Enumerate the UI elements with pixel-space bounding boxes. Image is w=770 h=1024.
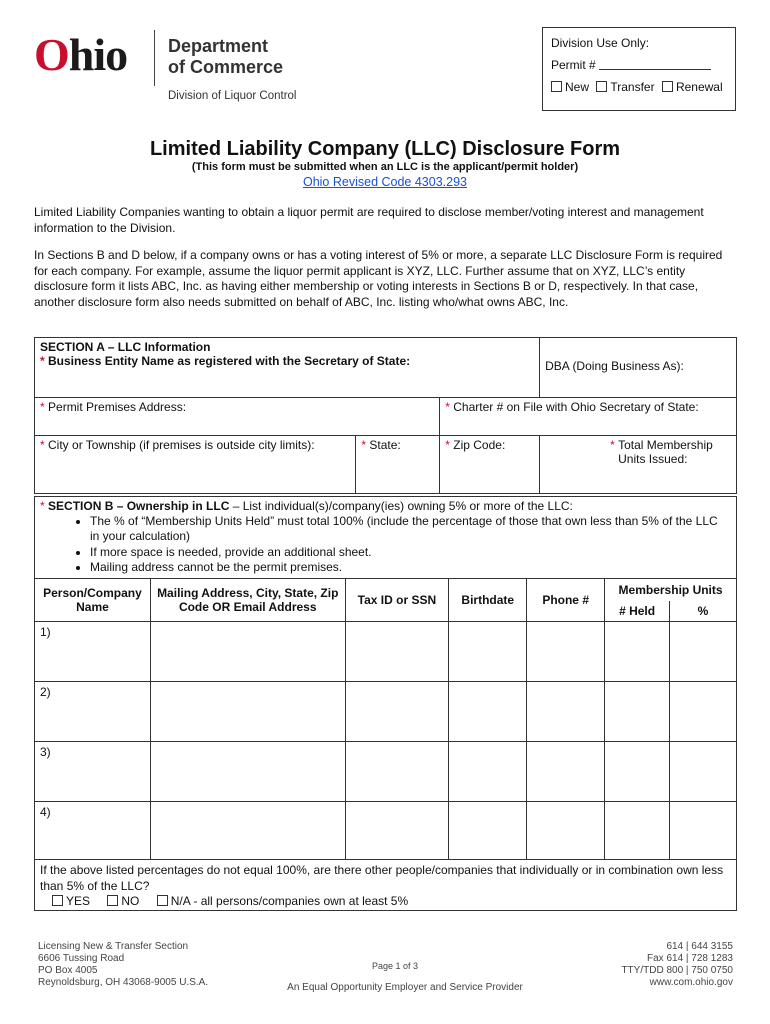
address-cell[interactable] [150,801,345,859]
no-checkbox[interactable] [107,895,118,906]
tax-id-cell[interactable] [345,741,449,801]
birthdate-cell[interactable] [449,681,527,741]
birthdate-cell[interactable] [449,801,527,859]
footer-contact [621,941,733,989]
required-mark: * [610,438,619,452]
tax-id-cell[interactable] [345,681,449,741]
required-mark: * [445,400,454,414]
new-label: New [565,80,590,94]
footer-address-line: 6606 Tussing Road [38,953,125,964]
units-held-cell[interactable] [605,681,670,741]
row-number: 2) [40,684,51,699]
form-subtitle: (This form must be submitted when an LLC is the applicant/permit holder) [191,161,579,173]
city-cell[interactable] [35,436,356,494]
charter-number-cell[interactable] [440,398,737,436]
table-row [35,801,737,859]
page-number: Page 1 of 3 [371,961,419,971]
instruction-item: • Mailing address cannot be the permit premises. [90,560,730,575]
department-name [168,36,283,78]
division-use-box [542,27,736,111]
required-mark: * [361,438,370,452]
footer-address-line: PO Box 4005 [38,965,98,976]
membership-units-cell[interactable] [540,436,737,494]
section-a-table [34,337,737,494]
phone-cell[interactable] [527,621,605,681]
footer-website-link[interactable]: www.com.ohio.gov [649,977,733,988]
permit-type-row [551,76,727,98]
required-mark: * [40,499,49,513]
column-header-birthdate: Birthdate [449,579,527,622]
instruction-item: • If more space is needed, provide an additional sheet. [90,545,730,560]
less-than-five-question-block [40,863,730,910]
footer-address-line: Licensing New & Transfer Section [38,941,189,952]
na-label: N/A - all persons/companies own at least 5% [170,894,409,908]
section-b-instructions [40,514,730,575]
transfer-label: Transfer [610,80,655,94]
units-held-cell[interactable] [605,741,670,801]
required-mark: * [40,354,49,368]
column-header-address: Mailing Address, City, State, Zip Code OR Email Address [150,579,345,622]
ohio-logo-rest: hio [68,29,128,80]
column-header-membership-units: Membership Units [605,579,737,601]
address-cell[interactable] [150,681,345,741]
charter-number-label: Charter # on File with Ohio Secretary of State: [453,400,699,414]
tax-id-cell[interactable] [345,801,449,859]
section-b-heading-rest: – List individual(s)/company(ies) owning 5% or more of the LLC: [229,499,573,513]
footer-phone: 614 | 644 3155 [666,941,733,952]
address-cell[interactable] [150,741,345,801]
section-a-heading: SECTION A – LLC Information [40,340,211,354]
row-number-cell[interactable] [35,801,151,859]
zip-label: Zip Code: [453,438,506,452]
footer-address-line: Reynoldsburg, OH 43068-9005 U.S.A. [38,977,209,988]
instructions-paragraph: In Sections B and D below, if a company owns or has a voting interest of 5% or more, a separate LLC Disclosure Form is required for each company. For example, assume the liquor permit applicant is XYZ, LLC. Further assume that on XYZ, LLC’s entity disclosure form it lists ABC, Inc. as having either membership or voting interests in Sections B or D, respectively. In that case, another disclosure form also needs submitted on behalf of ABC, Inc. listing who/what owns ABC, Inc. [34,248,723,309]
revised-code-link[interactable] [0,175,770,189]
entity-name-label: Business Entity Name as registered with the Secretary of State: [48,354,411,368]
row-number-cell[interactable] [35,741,151,801]
address-cell[interactable] [150,621,345,681]
permit-number-label: Permit # [551,58,596,72]
units-percent-cell[interactable] [670,681,737,741]
renewal-checkbox[interactable] [662,81,673,92]
intro-paragraph: Limited Liability Companies wanting to obtain a liquor permit are required to disclose member/voting interest and management information to the Division. [34,205,704,235]
new-checkbox[interactable] [551,81,562,92]
division-use-title: Division Use Only: [551,36,650,50]
section-b-header [40,499,730,575]
membership-units-label: Total Membership Units Issued: [618,438,713,466]
column-header-units-held: # Held [605,601,670,622]
column-header-units-percent: % [670,601,737,622]
required-mark: * [40,438,49,452]
city-label: City or Township (if premises is outside city limits): [48,438,315,452]
department-line-1: Department [168,36,269,56]
division-name: Division of Liquor Control [168,90,297,102]
footer-tty: TTY/TDD 800 | 750 0750 [621,965,733,976]
dba-cell[interactable] [540,338,737,398]
tax-id-cell[interactable] [345,621,449,681]
less-than-five-question: If the above listed percentages do not equal 100%, are there other people/companies that individually or in combination own less than 5% of the LLC? [40,863,724,893]
permit-number-row [551,54,727,76]
row-number: 1) [40,624,51,639]
units-held-cell[interactable] [605,621,670,681]
birthdate-cell[interactable] [449,741,527,801]
section-b-heading: SECTION B – Ownership in LLC [48,499,230,513]
birthdate-cell[interactable] [449,621,527,681]
permit-number-field[interactable] [599,57,711,70]
instruction-item: • The % of “Membership Units Held” must total 100% (include the percentage of those that own less than 5% of the LLC in your calculation) [90,514,730,544]
table-row [35,681,737,741]
column-header-tax-id: Tax ID or SSN [345,579,449,622]
premises-address-label: Permit Premises Address: [48,400,187,414]
state-cell[interactable] [356,436,440,494]
phone-cell[interactable] [527,801,605,859]
ohio-logo [34,30,127,80]
yes-checkbox[interactable] [52,895,63,906]
required-mark: * [40,400,49,414]
dba-label: DBA (Doing Business As): [545,359,684,373]
ownership-table [34,578,737,860]
table-row [35,621,737,681]
ohio-logo-o: O [34,29,69,80]
row-number-cell[interactable] [35,621,151,681]
phone-cell[interactable] [527,741,605,801]
answer-options [40,894,730,910]
renewal-label: Renewal [675,80,723,94]
units-held-cell[interactable] [605,801,670,859]
form-title: Limited Liability Company (LLC) Disclosure Form [149,138,621,160]
revised-code-link-text[interactable]: Ohio Revised Code 4303.293 [302,175,467,189]
yes-label: YES [66,894,91,908]
no-label: NO [121,894,140,908]
column-header-phone: Phone # [527,579,605,622]
column-header-person: Person/Company Name [35,579,151,622]
transfer-checkbox[interactable] [596,81,607,92]
units-percent-cell[interactable] [670,621,737,681]
units-percent-cell[interactable] [670,741,737,801]
phone-cell[interactable] [527,681,605,741]
department-line-2: of Commerce [168,57,284,77]
units-percent-cell[interactable] [670,801,737,859]
state-label: State: [369,438,401,452]
row-number: 4) [40,804,51,819]
entity-name-cell[interactable] [35,338,540,398]
footer-fax: Fax 614 | 728 1283 [647,953,733,964]
equal-opportunity-notice: An Equal Opportunity Employer and Service Provider [287,982,523,993]
na-checkbox[interactable] [157,895,168,906]
zip-cell[interactable] [440,436,540,494]
row-number: 3) [40,744,51,759]
premises-address-cell[interactable] [35,398,440,436]
row-number-cell[interactable] [35,681,151,741]
logo-divider [154,30,155,86]
table-row [35,741,737,801]
required-mark: * [445,438,454,452]
